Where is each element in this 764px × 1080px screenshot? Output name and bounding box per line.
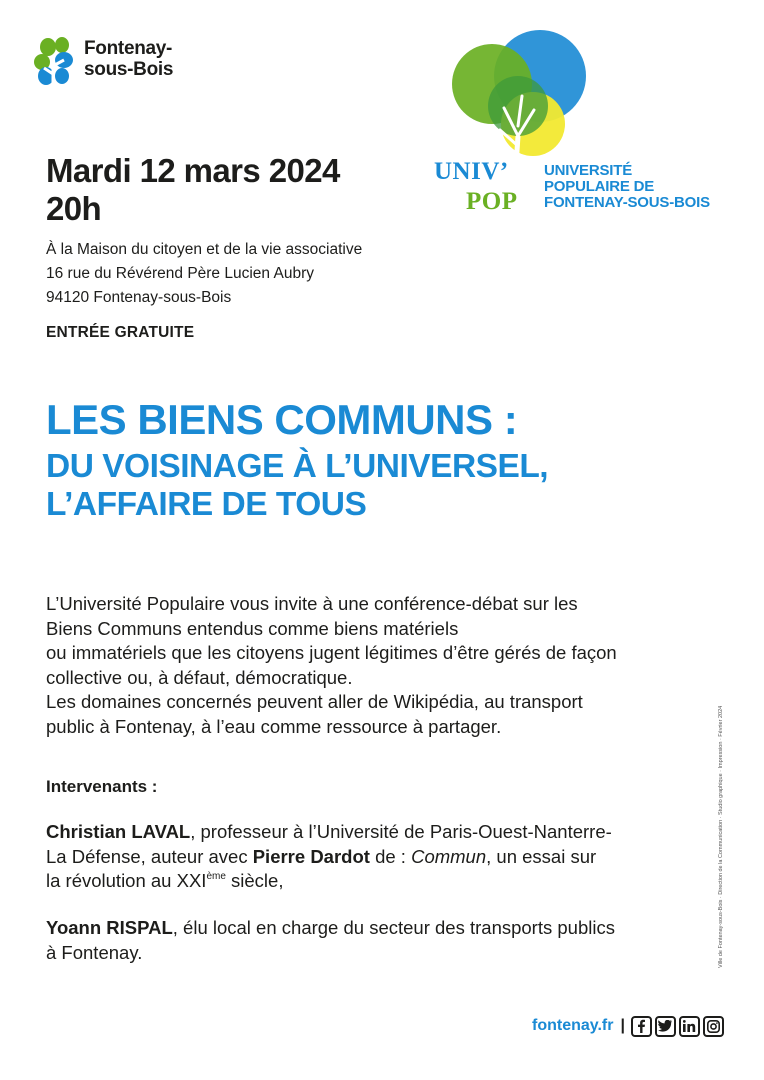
page-title [46, 398, 746, 524]
description-line1: L’Université Populaire vous invite à une conférence-débat sur les [46, 593, 578, 614]
event-address [46, 238, 362, 310]
univ-pop-text-line2: POPULAIRE DE [544, 178, 655, 195]
univ-word: UNIV’ [434, 158, 509, 185]
description-line5: Les domaines concernés peuvent aller de Wikipédia, au transport [46, 691, 583, 712]
univ-pop-text-line1: UNIVERSITÉ [544, 162, 633, 179]
univ-pop-logo [430, 26, 740, 221]
speaker-text: La Défense, auteur avec [46, 845, 253, 867]
book-title: Commun [411, 845, 487, 867]
event-date: Mardi 12 mars 2024 [46, 152, 340, 189]
city-name [84, 38, 173, 80]
title-line1: LES BIENS COMMUNS : [46, 396, 518, 443]
speaker-name: Yoann RISPAL [46, 917, 173, 938]
tree-circles-icon [430, 26, 630, 166]
speaker-text: à Fontenay. [46, 941, 143, 963]
speaker-text: de : [369, 845, 412, 867]
pop-word: POP [466, 188, 518, 215]
city-logo [34, 36, 204, 92]
event-datetime [46, 152, 340, 228]
speakers-heading: Intervenants : [46, 777, 158, 796]
city-leaf-icon [34, 36, 78, 90]
superscript: ème [206, 871, 226, 882]
address-line2: 16 rue du Révérend Père Lucien Aubry [46, 265, 314, 282]
linkedin-icon[interactable] [679, 1016, 700, 1037]
univ-pop-text-line3: FONTENAY-SOUS-BOIS [544, 194, 710, 211]
print-credit: Ville de Fontenay-sous-Bois · Direction de la Communication · Studio graphique · Impression · Février 2024 [718, 705, 724, 968]
description [46, 592, 706, 739]
city-name-line2: sous-Bois [84, 59, 174, 80]
description-line2: Biens Communs entendus comme biens matériels [46, 617, 459, 639]
speaker-text: la révolution au XXI [46, 870, 207, 891]
social-links [631, 1016, 724, 1037]
speaker-text: siècle, [225, 870, 284, 891]
instagram-icon[interactable] [703, 1016, 724, 1037]
univ-pop-text [544, 163, 710, 211]
title-line2: DU VOISINAGE À L’UNIVERSEL, [46, 448, 549, 485]
address-line3: 94120 Fontenay-sous-Bois [46, 289, 232, 306]
event-time: 20h [46, 190, 102, 227]
coauthor-name: Pierre Dardot [252, 845, 370, 867]
speaker-text: , un essai sur [486, 845, 597, 867]
title-line3: L’AFFAIRE DE TOUS [46, 486, 367, 523]
description-line3: ou immatériels que les citoyens jugent légitimes d’être gérés de façon [46, 642, 617, 663]
entry-free: ENTRÉE GRATUITE [46, 324, 195, 341]
speaker-laval [46, 820, 726, 894]
speaker-text: , professeur à l’Université de Paris-Ouest-Nanterre- [190, 821, 612, 842]
website-link[interactable]: fontenay.fr [532, 1017, 614, 1034]
facebook-icon[interactable] [631, 1016, 652, 1037]
speaker-text: , élu local en charge du secteur des transports publics [172, 917, 615, 938]
city-name-line1: Fontenay- [84, 38, 173, 59]
separator: | [620, 1017, 625, 1034]
speaker-rispal [46, 916, 726, 965]
description-line6: public à Fontenay, à l’eau comme ressource à partager. [46, 715, 502, 737]
address-line1: À la Maison du citoyen et de la vie associative [46, 241, 363, 258]
speaker-name: Christian LAVAL [46, 821, 191, 842]
twitter-icon[interactable] [655, 1016, 676, 1037]
description-line4: collective ou, à défaut, démocratique. [46, 666, 353, 688]
footer [532, 1012, 724, 1040]
